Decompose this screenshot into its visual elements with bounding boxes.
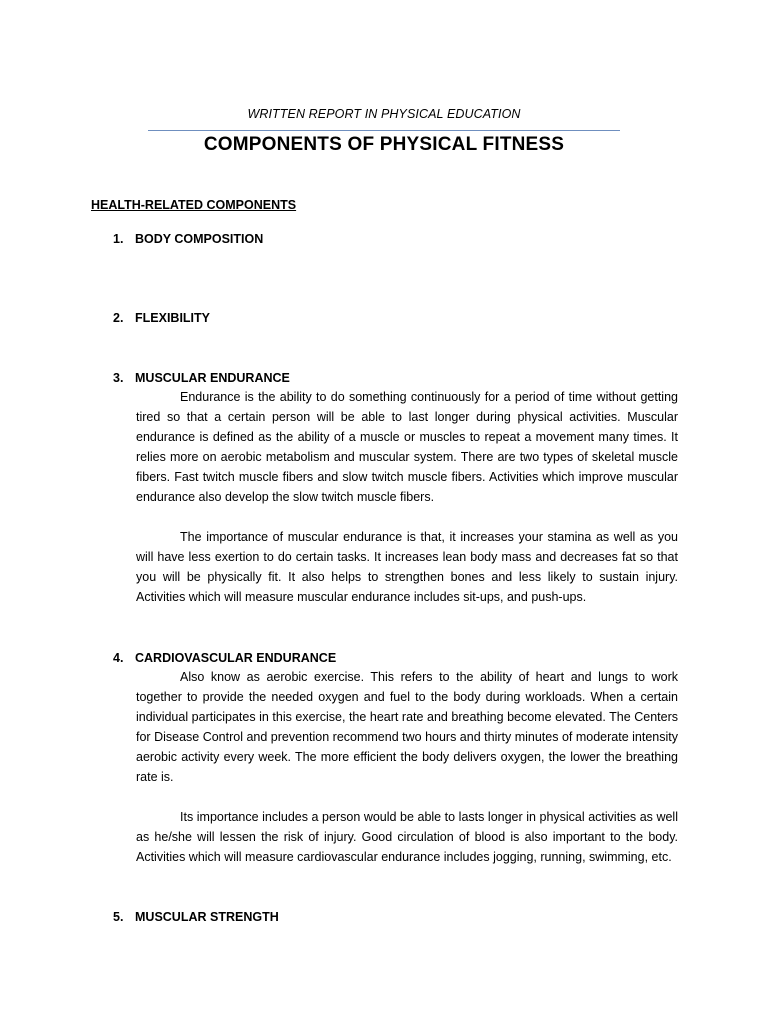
page-title: COMPONENTS OF PHYSICAL FITNESS	[203, 134, 565, 155]
title-divider	[148, 130, 620, 131]
section-heading: HEALTH-RELATED COMPONENTS	[91, 198, 297, 212]
item-heading-muscular-endurance	[113, 371, 290, 385]
report-subtitle: WRITTEN REPORT IN PHYSICAL EDUCATION	[247, 107, 521, 121]
item-label: MUSCULAR ENDURANCE	[135, 371, 290, 385]
item-number: 2.	[113, 311, 124, 325]
muscular-endurance-paragraph-1: Endurance is the ability to do something continuously for a period of time without getting tired so that a certain person will be able to last longer during physical activities. Muscular endurance is defined as the ability of a muscle or muscles to repeat a movement many times. It relies more on aerobic metabolism and muscular system. There are two types of skeletal muscle fibers. Fast twitch muscle fibers and slow twitch muscle fibers. Activities which improve muscular endurance also develop the slow twitch muscle fibers.	[136, 390, 678, 504]
item-heading-body-composition	[113, 232, 263, 246]
item-number: 3.	[113, 371, 124, 385]
item-heading-flexibility	[113, 311, 210, 325]
item-label: CARDIOVASCULAR ENDURANCE	[135, 651, 337, 665]
muscular-endurance-paragraph-2: The importance of muscular endurance is that, it increases your stamina as well as you will have less exertion to do certain tasks. It increases lean body mass and decreases fat so that you will be physically fit. It also helps to strengthen bones and less likely to sustain injury. Activities which will measure muscular endurance includes sit-ups, and push-ups.	[136, 530, 678, 604]
item-heading-muscular-strength	[113, 910, 279, 924]
item-label: BODY COMPOSITION	[135, 232, 264, 246]
item-heading-cardiovascular-endurance	[113, 651, 336, 665]
item-label: FLEXIBILITY	[135, 311, 210, 325]
item-label: MUSCULAR STRENGTH	[135, 910, 279, 924]
cardiovascular-endurance-paragraph-1: Also know as aerobic exercise. This refers to the ability of heart and lungs to work together to provide the needed oxygen and fuel to the body during workloads. When a certain individual participates in this exercise, the heart rate and breathing become elevated. The Centers for Disease Control and prevention recommend two hours and thirty minutes of moderate intensity aerobic activity every week. The more efficient the body delivers oxygen, the lower the breathing rate is.	[136, 670, 678, 784]
item-number: 1.	[113, 232, 124, 246]
item-number: 5.	[113, 910, 124, 924]
item-number: 4.	[113, 651, 124, 665]
cardiovascular-endurance-paragraph-2: Its importance includes a person would be able to lasts longer in physical activities as well as he/she will lessen the risk of injury. Good circulation of blood is also important to the body. Activities which will measure cardiovascular endurance includes jogging, running, swimming, etc.	[136, 810, 678, 864]
